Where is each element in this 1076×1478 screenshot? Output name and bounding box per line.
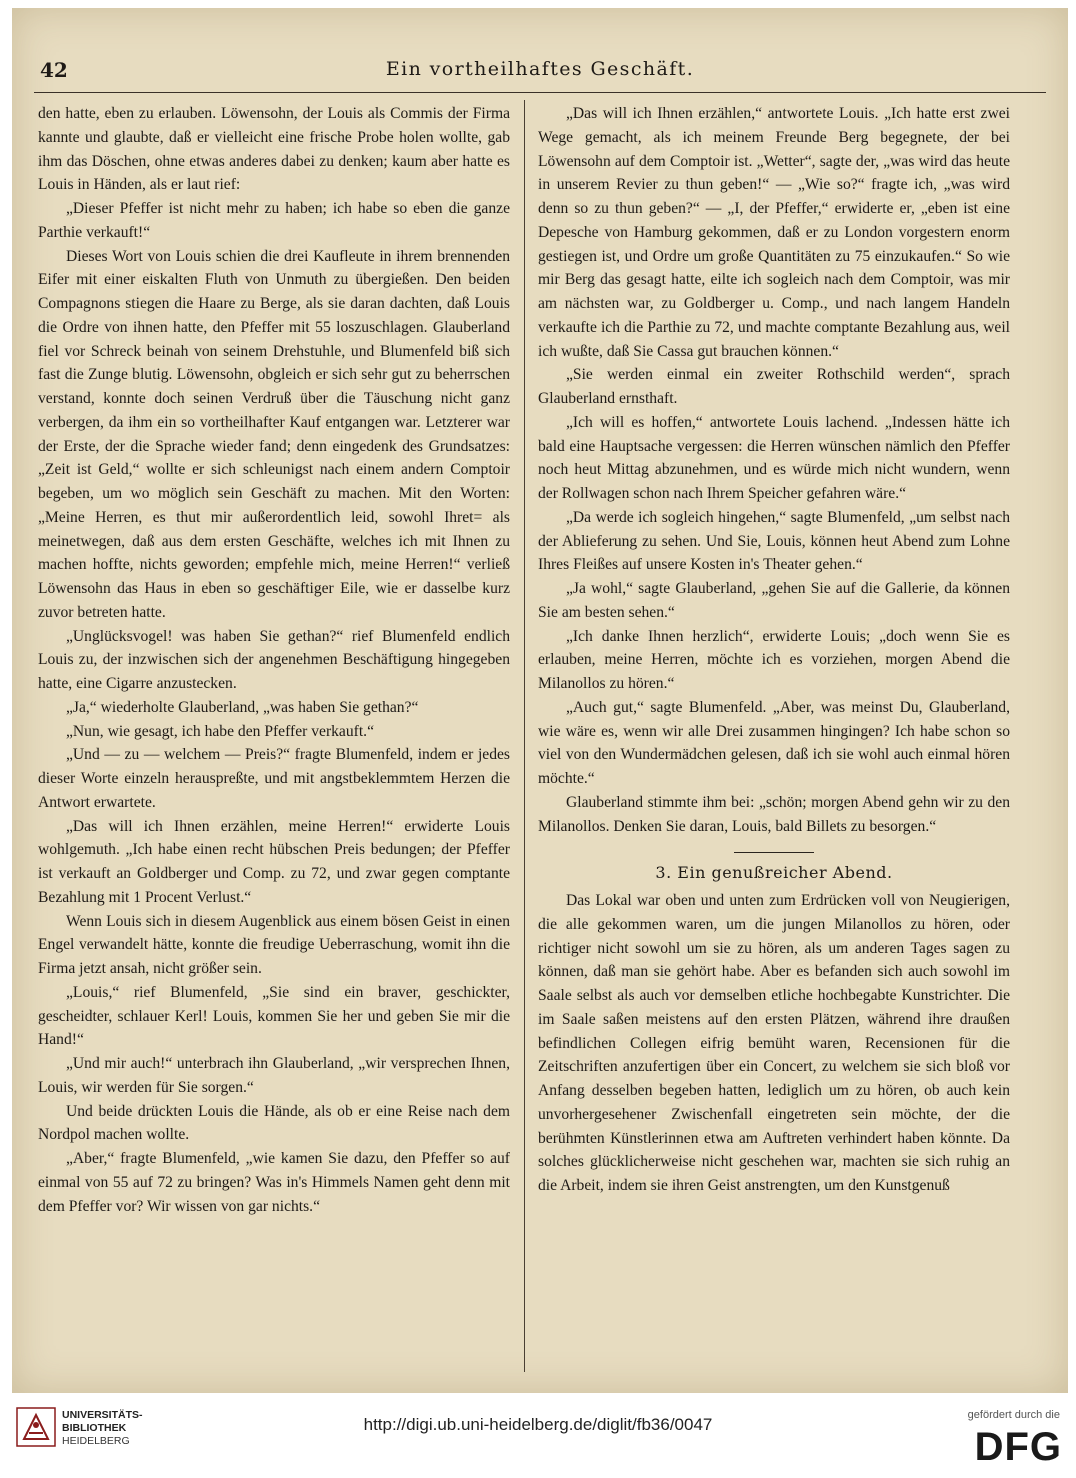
paragraph: „Dieser Pfeffer ist nicht mehr zu haben; ich habe so eben die ganze Parthie verkauft!“ xyxy=(38,200,510,241)
paragraph: „Unglücksvogel! was haben Sie gethan?“ rief Blumenfeld endlich Louis zu, der inzwischen sich der angenehmen Beschäftigung hingegeben hatte, eine Cigarre anzustecken. xyxy=(38,627,510,692)
dfg-logo[interactable]: DFG xyxy=(974,1425,1062,1469)
section-heading: 3. Ein genußreicher Abend. xyxy=(655,863,893,883)
paragraph: Dieses Wort von Louis schien die drei Kaufleute in ihrem brennenden Eifer mit einer eiskalten Fluth von Unmuth zu übergießen. Den beiden Compagnons stiegen die Haare zu Berge, als sie daran dachten, daß Louis die Ordre von ihnen hatte, den Pfeffer mit 55 loszuschlagen. Glauberland fiel vor Schreck beinah von seinem Drehstuhle, und Blumenfeld biß sich fast die Zunge blutig. Löwensohn, obgleich er sich sehr gut zu beherrschen verstand, konnte doch seinen Verdruß über die Täuschung nicht ganz verbergen, da ihm ein so vortheilhafter Kauf entgangen war. Letzterer war der Erste, der die Sprache wieder fand; denn eingedenk des Grundsatzes: „Zeit ist Geld,“ wollte er sich schleunigst nach einem andern Comptoir begeben, um wo möglich sein Geschäft zu machen. Mit den Worten: „Meine Herren, es thut mir außerordentlich leid, sowohl Ihret= als meinetwegen, daß aus dem ersten Geschäfte, welches ich mit Ihnen zu machen hoffte, nichts geworden; empfehle mich, meine Herren!“ verließ Löwensohn das Haus in eben so geschäftiger Eile, wie er dasselbe kurz zuvor betreten hatte. xyxy=(38,247,510,621)
paragraph: Und beide drückten Louis die Hände, als ob er eine Reise nach dem Nordpol machen wollte. xyxy=(38,1102,510,1144)
paragraph: „Und mir auch!“ unterbrach ihn Glauberland, „wir versprechen Ihnen, Louis, wir werden für Sie sorgen.“ xyxy=(38,1055,510,1096)
paragraph: „Aber,“ fragte Blumenfeld, „wie kamen Sie dazu, den Pfeffer so auf einmal von 55 auf 72 zu bringen? Was in's Himmels Namen geht denn mit dem Pfeffer vor? Wir wissen von gar nichts.“ xyxy=(38,1150,510,1215)
funded-by-label: gefördert durch die xyxy=(967,1409,1060,1421)
paragraph: „Das will ich Ihnen erzählen,“ antwortete Louis. „Ich hatte erst zwei Wege gemacht, als ich meinem Freunde Berg begegnete, der bei Löwensohn auf dem Comptoir ist. „Wetter“, sagte der, „was wird das heute in unserem Revier zu thun geben!“ — „Wie so?“ fragte ich, „was wird denn so zu thun geben?“ — „I, der Pfeffer,“ erwiderte er, „eben ist eine Depesche von Hamburg gekommen, daß er zu London vorgestern enorm gestiegen ist, und Ordre um große Quantitäten zu 75 einzukaufen.“ So wie mir Berg das gesagt hatte, eilte ich sogleich nach dem Comptoir, was mir am nächsten war, zu Goldberger u. Comp., und nach langem Handeln verkaufte ich die Parthie zu 72, und machte comptante Bezahlung aus, weil ich wußte, daß Sie Cassa gut brauchen können.“ xyxy=(538,105,1010,360)
paragraph: „Ja,“ wiederholte Glauberland, „was haben Sie gethan?“ xyxy=(66,698,419,716)
column-divider xyxy=(524,100,525,1372)
paragraph: „Ich will es hoffen,“ antwortete Louis lachend. „Indessen hätte ich bald eine Hauptsache vergessen: die Herren wünschen nämlich den Pfeffer noch heut Mittag abzunehmen, und es würde mich nicht wundern, wenn der Rollwagen schon nach Ihrem Speicher gefahren wäre.“ xyxy=(538,413,1010,502)
paragraph: „Da werde ich sogleich hingehen,“ sagte Blumenfeld, „um selbst nach der Ablieferung zu sehen. Und Sie, Louis, können heut Abend zum Lohne Ihres Fleißes auf unsere Kosten in's Theater gehen.“ xyxy=(538,508,1010,574)
library-line: HEIDELBERG xyxy=(62,1435,130,1447)
paragraph: „Ich danke Ihnen herzlich“, erwiderte Louis; „doch wenn Sie es erlauben, meine Herren, möchte ich es vorziehen, morgen Abend die Milanollos zu hören.“ xyxy=(538,627,1010,692)
paragraph: „Auch gut,“ sagte Blumenfeld. „Aber, was meinst Du, Glauberland, wie wäre es, wenn wir alle Drei zusammen hingingen? Ich habe schon so viel von den Wundermädchen gelesen, daß ich sie wohl auch einmal hören möchte.“ xyxy=(538,698,1010,787)
header-rule xyxy=(34,92,1046,93)
paragraph: Das Lokal war oben und unten zum Erdrücken voll von Neugierigen, die alle gekommen waren, um die jungen Milanollos zu hören, oder richtiger nicht sowohl um sie zu hören, als um anderen Tages sagen zu können, daß man sie gehört habe. Aber es befanden sich auch sowohl im Saale selbst als auch vor demselben etliche hochbegabte Kunstrichter. Die im Saale saßen meistens auf den ersten Plätzen, während ihre draußen befindlichen Collegen eifrig bemüht waren, Recensionen für die Zeitschriften anzufertigen über ein Concert, zu welchem sie sich bloß vor Anfang desselben begeben hatten, lediglich um zu hören, ob auch kein unvorhergesehener Zwischenfall eingetreten sein möchte, der die berühmten Künstlerinnen etwa am Auftreten verhindert haben könnte. Da solches glücklicherweise nicht geschehen war, machten sie sich ruhig an die Arbeit, indem sie ihren Geist anstrengten, um den Kunstgenuß xyxy=(538,892,1010,1194)
library-line: BIBLIOTHEK xyxy=(62,1422,127,1434)
left-column xyxy=(38,102,510,1218)
footer-bar xyxy=(0,1393,1076,1478)
library-line: UNIVERSITÄTS- xyxy=(62,1409,143,1421)
scanned-page xyxy=(12,8,1068,1393)
paragraph: Glauberland stimmte ihm bei: „schön; morgen Abend gehn wir zu den Milanollos. Denken Sie daran, Louis, bald Billets zu besorgen.“ xyxy=(538,793,1010,835)
permalink-url[interactable]: http://digi.ub.uni-heidelberg.de/diglit/fb36/0047 xyxy=(363,1415,713,1434)
paragraph: „Sie werden einmal ein zweiter Rothschild werden“, sprach Glauberland ernsthaft. xyxy=(538,366,1010,407)
paragraph: „Ja wohl,“ sagte Glauberland, „gehen Sie auf die Gallerie, da können Sie am besten sehen.“ xyxy=(538,580,1010,621)
running-title: Ein vortheilhaftes Geschäft. xyxy=(385,58,695,80)
paragraph: „Und — zu — welchem — Preis?“ fragte Blumenfeld, indem er jedes dieser Worte einzeln herauspreßte, und mit angstbeklemmtem Herzen die Antwort erwartete. xyxy=(38,746,510,811)
paragraph: „Das will ich Ihnen erzählen, meine Herren!“ erwiderte Louis wohlgemuth. „Ich habe einen recht hübschen Preis bedungen; der Pfeffer ist verkauft an Goldberger und Comp. zu 72, und zwar gegen comptante Bezahlung mit 1 Procent Verlust.“ xyxy=(38,817,510,906)
section-rule xyxy=(734,852,814,853)
paragraph: „Louis,“ rief Blumenfeld, „Sie sind ein braver, geschickter, gescheidter, schlauer Kerl! Louis, kommen Sie her und geben Sie mir die Hand!“ xyxy=(38,983,510,1049)
paragraph: den hatte, eben zu erlauben. Löwensohn, der Louis als Commis der Firma kannte und glaubte, daß er vielleicht eine frische Probe holen wollte, gab ihm das Döschen, ohne etwas anderes dabei zu denken; kaum aber hatte es Louis in Händen, als er laut rief: xyxy=(38,105,510,194)
right-column xyxy=(538,102,1010,1198)
paragraph: „Nun, wie gesagt, ich habe den Pfeffer verkauft.“ xyxy=(66,722,374,740)
paragraph: Wenn Louis sich in diesem Augenblick aus einem bösen Geist in einen Engel verwandelt hätte, konnte die freudige Ueberraschung, womit ihn die Firma jetzt ansah, nicht größer sein. xyxy=(38,912,510,977)
page-number: 42 xyxy=(40,58,68,82)
